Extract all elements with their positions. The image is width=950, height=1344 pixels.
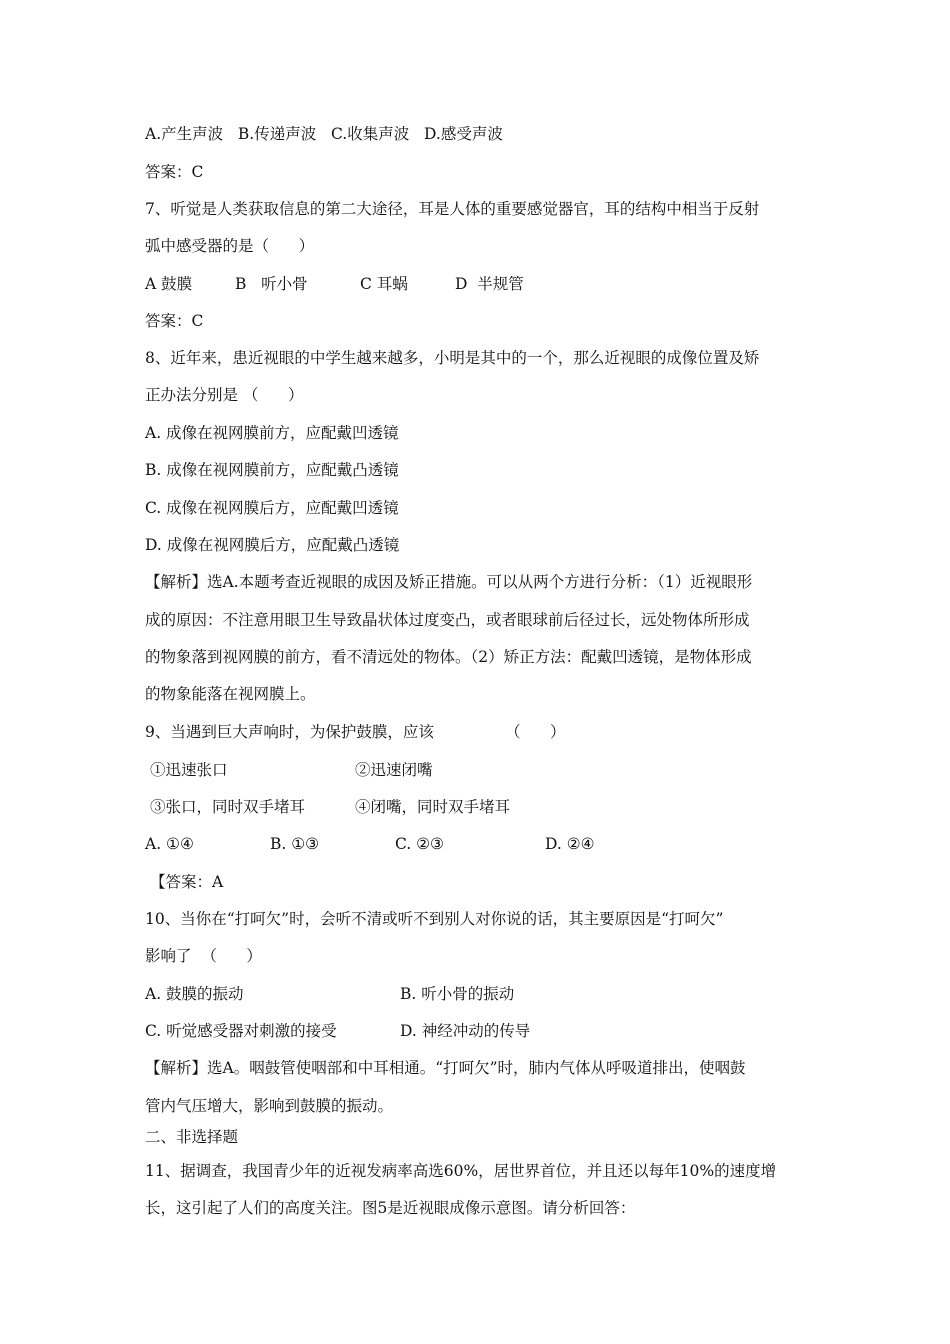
- q10-option-a: A. 鼓膜的振动: [145, 985, 244, 1003]
- q9-answer: 【答案：A: [150, 873, 224, 891]
- q7-answer: 答案：C: [145, 312, 204, 330]
- q8-stem-line1: 8、近年来，患近视眼的中学生越来越多，小明是其中的一个，那么近视眼的成像位置及矫: [145, 349, 760, 367]
- q7-option-d: D 半规管: [455, 275, 524, 293]
- q7-option-c: C 耳蜗: [360, 275, 408, 293]
- section-heading: 二、非选择题: [145, 1128, 239, 1146]
- q10-option-d: D. 神经冲动的传导: [400, 1022, 531, 1040]
- q8-analysis-line4: 的物象能落在视网膜上。: [145, 685, 316, 703]
- q11-stem-line1: 11、据调查，我国青少年的近视发病率高选60%，居世界首位，并且还以每年10%的速度增: [145, 1162, 777, 1180]
- q8-option-a: A. 成像在视网膜前方，应配戴凹透镜: [145, 424, 399, 442]
- q8-option-c: C. 成像在视网膜后方，应配戴凹透镜: [145, 499, 399, 517]
- q7-stem-line1: 7、听觉是人类获取信息的第二大途径，耳是人体的重要感觉器官，耳的结构中相当于反射: [145, 200, 760, 218]
- q9-item-3: ③张口，同时双手堵耳: [150, 798, 306, 816]
- q10-option-c: C. 听觉感受器对刺激的接受: [145, 1022, 337, 1040]
- q8-stem-line2: 正办法分别是 （ ）: [145, 386, 304, 404]
- q6-options: A.产生声波 B.传递声波 C.收集声波 D.感受声波: [145, 125, 503, 143]
- q7-stem-line2: 弧中感受器的是（ ）: [145, 237, 315, 255]
- q7-option-b: B 听小骨: [235, 275, 308, 293]
- q7-option-a: A 鼓膜: [145, 275, 193, 293]
- q11-stem-line2: 长，这引起了人们的高度关注。图5是近视眼成像示意图。请分析回答：: [145, 1199, 636, 1217]
- q8-analysis-line2: 成的原因：不注意用眼卫生导致晶状体过度变凸，或者眼球前后径过长，远处物体所形成: [145, 611, 750, 629]
- q9-item-1: ①迅速张口: [150, 761, 228, 779]
- q9-paren: （ ）: [505, 723, 566, 741]
- q10-stem-line1: 10、当你在“打呵欠”时，会听不清或听不到别人对你说的话，其主要原因是“打呵欠”: [145, 910, 724, 928]
- q8-analysis-line3: 的物象落到视网膜的前方，看不清远处的物体。（2）矫正方法：配戴凹透镜，是物体形成: [145, 648, 752, 666]
- q10-option-b: B. 听小骨的振动: [400, 985, 515, 1003]
- q10-analysis-line2: 管内气压增大，影响到鼓膜的振动。: [145, 1097, 394, 1115]
- q9-option-a: A. ①④: [145, 835, 194, 853]
- q10-analysis-line1: 【解析】选A。咽鼓管使咽部和中耳相通。“打呵欠”时，肺内气体从呼吸道排出，使咽鼓: [145, 1059, 746, 1077]
- q6-answer: 答案：C: [145, 163, 204, 181]
- q9-stem: 9、当遇到巨大声响时，为保护鼓膜，应该: [145, 723, 434, 741]
- q10-stem-line2: 影响了 （ ）: [145, 947, 262, 965]
- q9-item-4: ④闭嘴，同时双手堵耳: [355, 798, 511, 816]
- q8-option-b: B. 成像在视网膜前方，应配戴凸透镜: [145, 461, 399, 479]
- q9-option-b: B. ①③: [270, 835, 320, 853]
- q9-item-2: ②迅速闭嘴: [355, 761, 433, 779]
- q9-option-d: D. ②④: [545, 835, 595, 853]
- q9-option-c: C. ②③: [395, 835, 444, 853]
- q8-analysis-line1: 【解析】选A.本题考查近视眼的成因及矫正措施。可以从两个方进行分析：（1）近视眼形: [145, 573, 753, 591]
- q8-option-d: D. 成像在视网膜后方，应配戴凸透镜: [145, 536, 400, 554]
